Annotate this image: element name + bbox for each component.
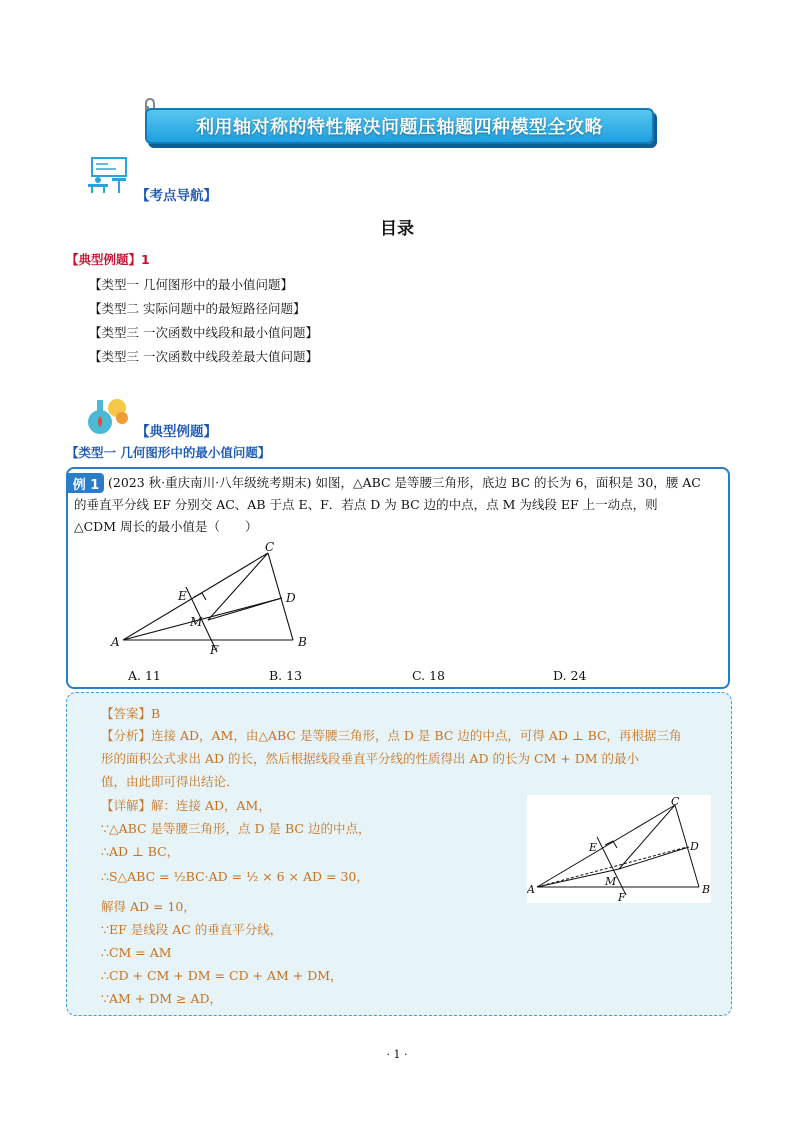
label-a: A [111, 635, 120, 649]
option-d[interactable]: D. 24 [553, 668, 587, 683]
classroom-icon [86, 156, 130, 194]
label-f: F [210, 643, 219, 657]
label-a: A [527, 883, 535, 896]
label-e: E [178, 589, 187, 603]
question-line: (2023 秋·重庆南川·八年级统考期末) 如图，△ABC 是等腰三角形，底边 BC 的长为 6，面积是 30，腰 AC [108, 475, 701, 490]
detail-line: 【详解】解：连接 AD，AM， [101, 798, 271, 813]
analysis-line: 值，由此即可得出结论． [101, 774, 239, 789]
detail-line: ∴S△ABC = ½BC·AD = ½ × 6 × AD = 30， [101, 869, 369, 884]
option-b[interactable]: B. 13 [269, 668, 303, 683]
label-c: C [671, 795, 680, 808]
page-number: · 1 · [386, 1048, 408, 1061]
answer-line: 【答案】B [101, 706, 161, 721]
detail-line: ∵△ABC 是等腰三角形，点 D 是 BC 边的中点， [101, 821, 371, 836]
page-title: 利用轴对称的特性解决问题压轴题四种模型全攻略 [196, 117, 603, 138]
examples-heading: 【典型例题】 [136, 424, 217, 440]
toc-title: 目录 [380, 219, 414, 239]
toc-item[interactable]: 【类型三 一次函数中线段差最大值问题】 [89, 349, 318, 364]
analysis-line: 形的面积公式求出 AD 的长，然后根据线段垂直平分线的性质得出 AD 的长为 CM + DM 的最小 [101, 751, 640, 766]
toc-item[interactable]: 【类型三 一次函数中线段和最小值问题】 [89, 325, 318, 340]
toc-item[interactable]: 【类型二 实际问题中的最短路径问题】 [89, 301, 306, 316]
detail-line: 解得 AD = 10， [101, 899, 196, 914]
question-line: △CDM 周长的最小值是（ ） [74, 519, 258, 534]
detail-line: ∴CD + CM + DM = CD + AM + DM， [101, 968, 343, 983]
label-e: E [589, 841, 598, 854]
label-d: D [690, 840, 699, 853]
label-m: M [605, 875, 617, 888]
solution-figure [527, 795, 711, 903]
detail-line: ∵AM + DM ≥ AD， [101, 991, 222, 1006]
detail-line: ∴AD ⊥ BC， [101, 844, 180, 859]
toc-group-label[interactable]: 【典型例题】1 [66, 252, 150, 267]
example-tag: 例 1 [68, 473, 104, 493]
triangle-figure [108, 540, 318, 660]
label-f: F [618, 891, 626, 903]
question-line: 的垂直平分线 EF 分别交 AC、AB 于点 E、F．若点 D 为 BC 边的中点，点 M 为线段 EF 上一动点，则 [74, 497, 658, 512]
option-a[interactable]: A. 11 [128, 668, 161, 683]
type-heading: 【类型一 几何图形中的最小值问题】 [66, 445, 271, 460]
label-m: M [190, 615, 203, 629]
label-b: B [702, 883, 711, 896]
detail-line: ∵EF 是线段 AC 的垂直平分线， [101, 922, 283, 937]
toc-item[interactable]: 【类型一 几何图形中的最小值问题】 [89, 277, 293, 292]
option-c[interactable]: C. 18 [412, 668, 445, 683]
title-banner [145, 108, 654, 144]
nav-heading: 【考点导航】 [136, 188, 217, 204]
label-b: B [298, 635, 307, 649]
label-c: C [265, 540, 275, 554]
label-d: D [286, 591, 296, 605]
analysis-line: 【分析】连接 AD，AM，由△ABC 是等腰三角形，点 D 是 BC 边的中点，可得 AD ⊥ BC，再根据三角 [101, 728, 682, 743]
flask-icon [84, 396, 132, 436]
detail-line: ∴CM = AM [101, 945, 172, 960]
